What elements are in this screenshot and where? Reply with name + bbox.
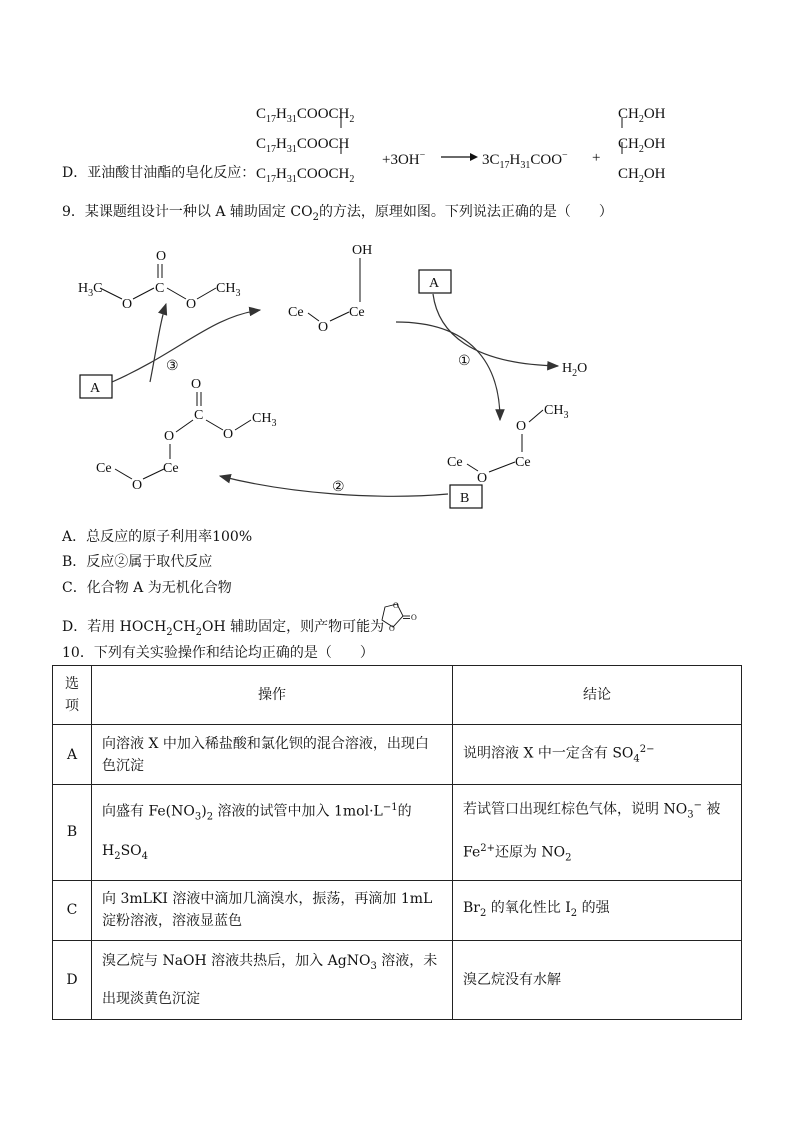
ce2-o: O: [516, 419, 527, 434]
carbonyl-o: O: [411, 613, 417, 622]
q10-table: [52, 665, 742, 1020]
q9-option-a: A．总反应的原子利用率100%: [62, 529, 253, 545]
ce3-o-bridge: O: [132, 478, 143, 493]
ce1-oh: OH: [352, 243, 373, 258]
glycerol-line-2: $CH_2OH$: [618, 136, 666, 155]
ce3-left: Ce: [96, 461, 112, 476]
glycerol-bonds: [618, 118, 628, 178]
q9-cycle-diagram: [60, 232, 680, 522]
glycerol-line-1: $CH_2OH$: [618, 106, 666, 125]
dmc-c: C: [155, 281, 165, 296]
dmc-o-left: O: [122, 297, 133, 312]
ester-line-3: $C_{17}H_{31}COOCH_2$: [256, 166, 355, 185]
table-row: [53, 880, 742, 940]
q10-stem: 10．下列有关实验操作和结论均正确的是（ ）: [62, 645, 374, 661]
reagent-hydroxide: +3OH−: [382, 150, 426, 168]
row-b-operation: 向盛有 $Fe(NO_3)_2$ 溶液的试管中加入 $1mol\cdot L^{-1}$的 $H_2SO_4$: [92, 785, 453, 881]
dmc-o-right: O: [186, 297, 197, 312]
header-option: 选 项: [53, 666, 92, 725]
table-row: [53, 940, 742, 1019]
ce2-left: Ce: [447, 455, 463, 470]
ce3-c: C: [194, 408, 204, 423]
box-a-top-label: A: [429, 276, 440, 291]
ester-line-2: $C_{17}H_{31}COOCH$: [256, 136, 350, 155]
ce1-o: O: [318, 320, 329, 335]
ring-o-top: O: [393, 601, 399, 610]
product-linoleate: $3C_{17}H_{31}COO^-$: [482, 150, 568, 171]
row-d-option: D: [53, 940, 92, 1019]
ring-o-bottom: O: [389, 624, 395, 633]
row-b-option: B: [53, 785, 92, 881]
q9-option-d: D．若用 $HOCH_2CH_2OH$ 辅助固定，则产物可能为: [62, 619, 385, 638]
row-d-operation: 溴乙烷与 NaOH 溶液共热后，加入 AgNO$_3$ 溶液，未出现淡黄色沉淀: [92, 940, 453, 1019]
q9-stem: 9．某课题组设计一种以 A 辅助固定 $CO_2$的方法，原理如图。下列说法正确的是（ ）: [62, 204, 613, 223]
ce3-o-right: O: [223, 427, 234, 442]
table-row: [53, 725, 742, 785]
water-label: $H_2O$: [562, 361, 588, 379]
q9-option-c: C．化合物 A 为无机化合物: [62, 580, 232, 596]
ester-bonds: [330, 118, 350, 178]
glycerol-line-3: $CH_2OH$: [618, 166, 666, 185]
ce3-ch3: $CH_3$: [252, 411, 277, 429]
plus-sign: +: [592, 150, 601, 166]
ce3-o-top: O: [191, 377, 202, 392]
header-operation: 操作: [92, 666, 453, 725]
cyclic-carbonate-structure: [376, 600, 422, 634]
row-c-conclusion: $Br_2$ 的氧化性比 $I_2$ 的强: [453, 880, 742, 940]
table-header-row: [53, 666, 742, 725]
dmc-ch3: $CH_3$: [216, 281, 241, 299]
row-a-conclusion: 说明溶液 X 中一定含有 $SO_4^{2-}$: [453, 725, 742, 785]
row-d-conclusion: 溴乙烷没有水解: [453, 940, 742, 1019]
ce2-ch3: $CH_3$: [544, 403, 569, 421]
q9-option-b: B．反应②属于取代反应: [62, 554, 213, 570]
row-b-conclusion: 若试管口出现红棕色气体，说明 $NO_3^-$ 被 $Fe^{2+}$还原为 $NO_2$: [453, 785, 742, 881]
header-conclusion: 结论: [453, 666, 742, 725]
step-1-label: ①: [458, 354, 471, 369]
dmc-o-top: O: [156, 249, 167, 264]
q8-option-d-label: D．亚油酸甘油酯的皂化反应：: [62, 165, 256, 181]
ester-line-1: $C_{17}H_{31}COOCH_2$: [256, 106, 355, 125]
ce3-right: Ce: [163, 461, 179, 476]
table-row: [53, 785, 742, 881]
row-a-option: A: [53, 725, 92, 785]
row-c-operation: 向 3mLKI 溶液中滴加几滴溴水，振荡，再滴加 1mL 淀粉溶液，溶液显蓝色: [92, 880, 453, 940]
step-2-label: ②: [332, 480, 345, 495]
row-a-operation: 向溶液 X 中加入稀盐酸和氯化钡的混合溶液，出现白色沉淀: [92, 725, 453, 785]
dmc-h3c: $H_3C$: [78, 281, 103, 299]
ce1-right: Ce: [349, 305, 365, 320]
box-a-left-label: A: [90, 381, 101, 396]
ce1-left: Ce: [288, 305, 304, 320]
ce2-o-bridge: O: [477, 471, 488, 486]
row-c-option: C: [53, 880, 92, 940]
reaction-arrow: [440, 150, 480, 164]
ce2-right: Ce: [515, 455, 531, 470]
box-b-label: B: [460, 491, 470, 506]
step-3-label: ③: [166, 359, 179, 374]
ce3-o-left: O: [164, 429, 175, 444]
